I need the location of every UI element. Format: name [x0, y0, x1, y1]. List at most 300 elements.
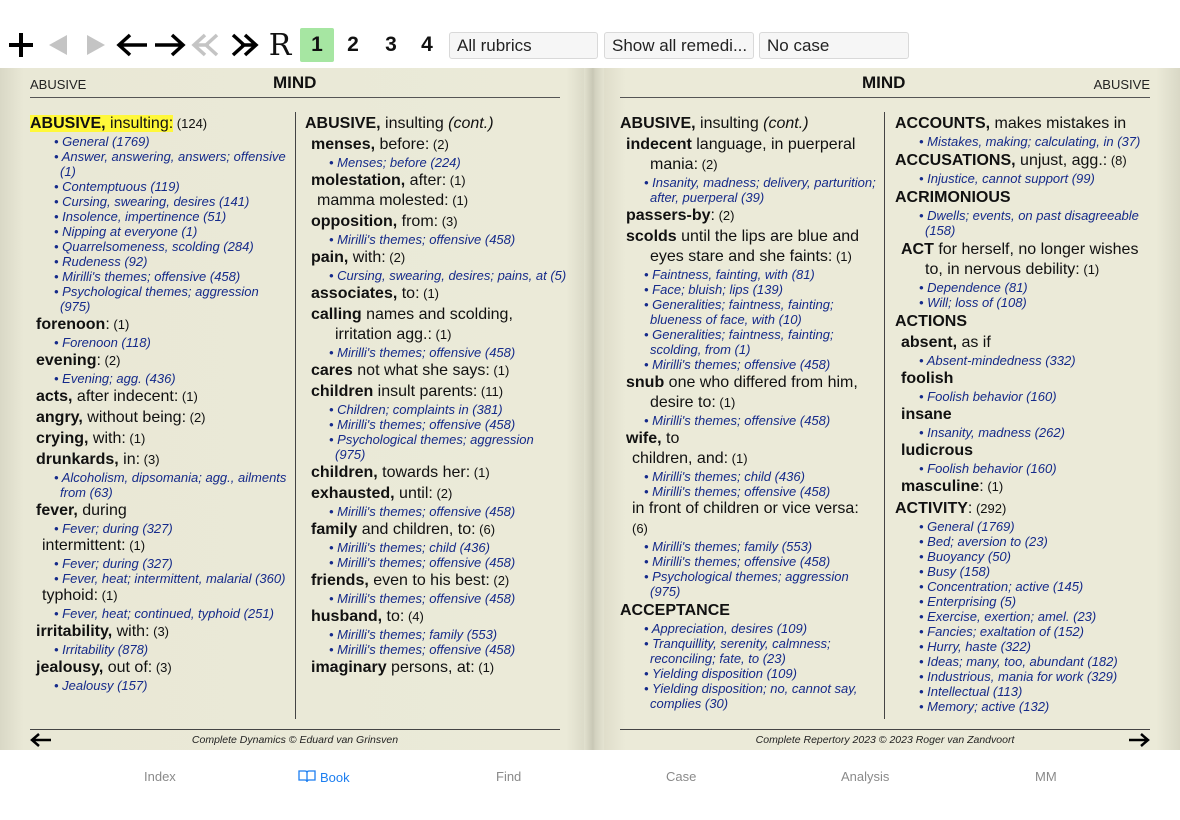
cross-reference-link[interactable] [30, 571, 288, 586]
rubric-text: after indecent: [72, 388, 179, 405]
left-footer-copyright: Complete Dynamics © Eduard van Grinsven [191, 734, 399, 746]
rubric-text: insulting [695, 115, 759, 132]
rubric-keyword: menses, [311, 136, 376, 153]
rubric-entry[interactable] [305, 361, 567, 381]
cross-reference-link[interactable] [30, 194, 288, 209]
remedy-count: (2) [489, 573, 510, 588]
remedy-count: (8) [1107, 153, 1127, 168]
rubric-text: without being: [82, 409, 187, 426]
rubric-text: until the lips are blue and eyes stare and she faints: [650, 228, 860, 265]
rubric-keyword: angry, [36, 409, 83, 426]
cross-reference-link[interactable] [30, 239, 288, 254]
rubric-entry[interactable] [30, 408, 288, 428]
rubric-entry[interactable] [30, 114, 288, 134]
rubric-entry[interactable] [620, 601, 878, 621]
cross-reference-link[interactable] [30, 284, 288, 314]
cross-reference-link[interactable] [305, 642, 567, 657]
rubric-entry[interactable] [895, 240, 1157, 280]
rubric-entry[interactable] [305, 463, 567, 483]
cross-reference-link[interactable] [30, 606, 288, 621]
bullet: • [644, 469, 653, 484]
cross-reference-link[interactable] [895, 639, 1157, 654]
rubric-text: names and scolding, irritation agg.: [335, 306, 513, 343]
cross-reference-link[interactable] [895, 594, 1157, 609]
rubric-entry[interactable] [305, 520, 567, 540]
tab-book-label: Book [320, 770, 350, 785]
rubric-entry[interactable] [30, 586, 288, 606]
cross-reference-link[interactable] [895, 699, 1157, 714]
bullet: • [919, 654, 928, 669]
bullet: • [54, 470, 62, 485]
rubric-entry[interactable] [620, 227, 878, 267]
cross-reference-link[interactable] [895, 624, 1157, 639]
remedy-count: (3) [152, 660, 172, 675]
rubric-entry[interactable] [30, 501, 288, 521]
remedy-count: (1) [474, 660, 495, 675]
rubric-entry[interactable] [305, 248, 567, 268]
cross-reference-link[interactable] [30, 134, 288, 149]
rubric-entry[interactable] [895, 114, 1157, 134]
cross-reference-text: Will; loss of (108) [927, 295, 1027, 310]
rubric-entry[interactable] [620, 499, 878, 539]
rubric-text: makes mistakes in [990, 115, 1127, 132]
right-page-column-2 [895, 112, 1157, 714]
rubric-entry[interactable] [305, 607, 567, 627]
remedy-count: (2) [429, 137, 449, 152]
rubric-entry[interactable] [305, 382, 567, 402]
rubric-entry[interactable] [305, 135, 567, 155]
rubric-entry[interactable] [305, 484, 567, 504]
rubric-entry[interactable] [30, 387, 288, 407]
cross-reference-link[interactable] [895, 579, 1157, 594]
cross-reference-link[interactable] [305, 591, 567, 606]
rubric-text: during [77, 502, 127, 519]
back-disabled-icon[interactable] [44, 28, 72, 62]
bullet: • [54, 149, 62, 164]
remedy-count: (3) [149, 624, 170, 639]
remedy-count: (1) [125, 431, 146, 446]
cross-reference-link[interactable] [30, 642, 288, 657]
cross-reference-link[interactable] [30, 521, 288, 536]
rubric-entry[interactable] [305, 191, 567, 211]
bullet: • [329, 432, 338, 447]
cross-reference-text: Cursing, swearing, desires (141) [62, 194, 250, 209]
rubric-keyword: acts, [36, 388, 73, 405]
bullet: • [54, 521, 63, 536]
rubric-entry[interactable] [305, 284, 567, 304]
rubric-text: out of: [103, 659, 153, 676]
cross-reference-link[interactable] [895, 389, 1157, 404]
cross-reference-link[interactable] [30, 556, 288, 571]
cross-reference-link[interactable] [30, 470, 288, 500]
rubric-entry[interactable] [305, 171, 567, 191]
rubric-entry[interactable] [620, 135, 878, 175]
cross-reference-link[interactable] [30, 224, 288, 239]
bullet: • [329, 345, 338, 360]
rubric-keyword: ABUSIVE, [305, 115, 381, 132]
cross-reference-text: Foolish behavior (160) [927, 389, 1057, 404]
cross-reference-text: Mirilli's themes; child (436) [652, 469, 805, 484]
cross-reference-text: Bed; aversion to (23) [927, 534, 1048, 549]
cross-reference-text: Concentration; active (145) [927, 579, 1084, 594]
rubric-entry[interactable] [30, 450, 288, 470]
cross-reference-link[interactable] [620, 539, 878, 554]
cross-reference-link[interactable] [895, 134, 1157, 149]
book-spine [584, 68, 604, 750]
rubric-entry[interactable] [305, 658, 567, 678]
cross-reference-link[interactable] [620, 282, 878, 297]
tab-find[interactable] [496, 769, 521, 784]
rubric-entry[interactable] [620, 206, 878, 226]
cross-reference-link[interactable] [305, 417, 567, 432]
cross-reference-text: Mirilli's themes; offensive (458) [337, 642, 516, 657]
right-footer-rule [620, 729, 1150, 730]
rubric-keyword: absent, [901, 334, 958, 351]
rubric-entry[interactable] [895, 312, 1157, 332]
cross-reference-link[interactable] [620, 357, 878, 372]
rubric-entry[interactable] [895, 441, 1157, 461]
remedy-count: (1) [109, 317, 130, 332]
rubric-keyword: opposition, [311, 213, 398, 230]
rubric-keyword: friends, [311, 572, 369, 589]
cross-reference-text: Ideas; many, too, abundant (182) [927, 654, 1118, 669]
rubric-keyword: cares [311, 362, 353, 379]
cross-reference-link[interactable] [305, 402, 567, 417]
rubric-entry[interactable] [305, 114, 567, 134]
rubric-entry[interactable] [895, 369, 1157, 389]
cross-reference-text: Mirilli's themes; family (553) [652, 539, 813, 554]
remedy-filter-select[interactable]: Show all remedi... [604, 32, 754, 59]
fast-forward-icon[interactable] [226, 28, 262, 62]
cross-reference-link[interactable] [30, 209, 288, 224]
bullet: • [54, 224, 63, 239]
cross-reference-text: Contemptuous (119) [62, 179, 180, 194]
page-1-button[interactable]: 1 [300, 28, 334, 62]
cross-reference-link[interactable] [620, 175, 878, 205]
rubric-entry[interactable] [895, 151, 1157, 171]
tab-book[interactable] [298, 769, 350, 786]
bullet: • [329, 268, 338, 283]
rubric-text: : [979, 478, 984, 495]
remedy-count: (1) [470, 465, 490, 480]
cross-reference-link[interactable] [895, 280, 1157, 295]
rubric-keyword: ACCEPTANCE [620, 602, 730, 619]
cross-reference-link[interactable] [305, 627, 567, 642]
right-page-column-1 [620, 112, 878, 711]
cross-reference-text: General (1769) [927, 519, 1015, 534]
rubric-entry[interactable] [30, 429, 288, 449]
rubric-keyword: ACT [901, 241, 934, 258]
cross-reference-link[interactable] [895, 461, 1157, 476]
rubric-text: even to his best: [368, 572, 490, 589]
remedy-count: (2) [186, 410, 206, 425]
rubric-keyword: imaginary [311, 659, 387, 676]
cross-reference-link[interactable] [895, 549, 1157, 564]
cross-reference-text: Mirilli's themes; offensive (458) [337, 345, 516, 360]
bullet: • [644, 621, 652, 636]
cross-reference-link[interactable] [620, 469, 878, 484]
rubric-entry[interactable] [305, 571, 567, 591]
bullet: • [919, 208, 928, 223]
cross-reference-link[interactable] [895, 519, 1157, 534]
cross-reference-link[interactable] [895, 353, 1157, 368]
back-arrow-icon[interactable] [114, 28, 150, 62]
cross-reference-link[interactable] [620, 554, 878, 569]
cross-reference-text: Foolish behavior (160) [927, 461, 1057, 476]
left-header-chapter: MIND [273, 73, 317, 92]
cross-reference-link[interactable] [30, 371, 288, 386]
rubric-text: insulting [380, 115, 444, 132]
bullet: • [54, 209, 63, 224]
cross-reference-text: Rudeness (92) [62, 254, 148, 269]
cross-reference-link[interactable] [30, 269, 288, 284]
rubric-text: to: [397, 285, 420, 302]
rubric-keyword: ABUSIVE, [620, 115, 696, 132]
rubric-keyword: ACCOUNTS, [895, 115, 991, 132]
rubric-text: intermittent: [42, 537, 126, 554]
forward-arrow-icon[interactable] [152, 28, 188, 62]
cross-reference-link[interactable] [305, 155, 567, 170]
rubric-text: : [710, 207, 715, 224]
rubric-text: and children, to: [357, 521, 476, 538]
cross-reference-link[interactable] [30, 254, 288, 269]
bullet: • [54, 239, 63, 254]
bullet: • [54, 194, 63, 209]
cross-reference-link[interactable] [305, 232, 567, 247]
bullet: • [644, 282, 653, 297]
cross-reference-link[interactable] [620, 569, 878, 599]
page-2-button[interactable]: 2 [347, 33, 359, 56]
bullet: • [329, 504, 338, 519]
remedy-count: (3) [438, 214, 458, 229]
rubric-entry[interactable] [30, 536, 288, 556]
cross-reference-text: Faintness, fainting, with (81) [652, 267, 815, 282]
remedy-count: (124) [173, 116, 208, 131]
rubric-keyword: children [311, 383, 374, 400]
cross-reference-link[interactable] [305, 345, 567, 360]
rubric-text: unjust, agg.: [1015, 152, 1108, 169]
rubric-keyword: fever, [36, 502, 78, 519]
cross-reference-text: Exercise, exertion; amel. (23) [927, 609, 1097, 624]
tab-case[interactable] [666, 769, 696, 784]
rubric-text: in front of children or vice versa: [632, 500, 859, 517]
tab-index[interactable] [144, 769, 176, 784]
rubric-text: after: [405, 172, 447, 189]
bullet: • [919, 624, 928, 639]
add-icon[interactable] [6, 28, 36, 62]
rubric-entry[interactable] [620, 449, 878, 469]
rubric-text: : [105, 316, 110, 333]
cross-reference-link[interactable] [620, 681, 878, 711]
rubric-entry[interactable] [305, 212, 567, 232]
cross-reference-text: Mirilli's themes; offensive (458) [337, 232, 516, 247]
bullet: • [919, 564, 928, 579]
rubric-filter-select[interactable]: All rubrics [449, 32, 598, 59]
rubric-entry[interactable] [895, 405, 1157, 425]
page-4-button[interactable]: 4 [421, 33, 433, 56]
remedy-count: (1) [125, 538, 146, 553]
cross-reference-link[interactable] [895, 295, 1157, 310]
cross-reference-link[interactable] [620, 327, 878, 357]
cross-reference-link[interactable] [620, 413, 878, 428]
fast-back-disabled-icon[interactable] [188, 28, 224, 62]
rubric-text: until: [394, 485, 433, 502]
tab-mm[interactable] [1035, 769, 1057, 784]
rubric-keyword: molestation, [311, 172, 406, 189]
cross-reference-text: Fancies; exaltation of (152) [927, 624, 1084, 639]
cross-reference-link[interactable] [620, 267, 878, 282]
rubric-entry[interactable] [895, 499, 1157, 519]
cross-reference-text: Evening; agg. (436) [62, 371, 176, 386]
bullet: • [329, 642, 338, 657]
cross-reference-link[interactable] [620, 666, 878, 681]
remedy-count: (1) [728, 451, 748, 466]
cross-reference-link[interactable] [895, 564, 1157, 579]
bullet: • [919, 699, 928, 714]
cross-reference-link[interactable] [895, 534, 1157, 549]
case-select[interactable]: No case [759, 32, 909, 59]
rubric-text: before: [375, 136, 430, 153]
rubric-entry[interactable] [895, 188, 1157, 208]
left-page-column-1 [30, 112, 288, 693]
rubric-entry[interactable] [895, 477, 1157, 497]
bullet: • [644, 666, 652, 681]
rubric-keyword: exhausted, [311, 485, 395, 502]
bullet: • [329, 627, 338, 642]
remedy-button[interactable]: R [268, 27, 292, 63]
cross-reference-link[interactable] [895, 684, 1157, 699]
rubric-text: : [96, 352, 101, 369]
tab-analysis-label: Analysis [841, 769, 890, 784]
rubric-entry[interactable] [30, 622, 288, 642]
bullet: • [644, 267, 653, 282]
bullet: • [54, 678, 63, 693]
cross-reference-text: Absent-mindedness (332) [926, 353, 1076, 368]
cross-reference-text: Yielding disposition (109) [651, 666, 797, 681]
rubric-text: as if [957, 334, 991, 351]
bullet: • [54, 254, 63, 269]
tab-index-label: Index [144, 769, 176, 784]
forward-disabled-icon[interactable] [82, 28, 110, 62]
remedy-count: (11) [477, 384, 504, 399]
bullet: • [644, 539, 653, 554]
cross-reference-link[interactable] [305, 555, 567, 570]
bullet: • [644, 413, 653, 428]
tab-mm-label: MM [1035, 769, 1057, 784]
rubric-keyword: calling [311, 306, 362, 323]
cross-reference-link[interactable] [895, 669, 1157, 684]
right-column-divider [884, 112, 885, 719]
cross-reference-text: Intellectual (113) [927, 684, 1023, 699]
rubric-text: to [661, 430, 680, 447]
cross-reference-text: Mirilli's themes; offensive (458) [337, 504, 516, 519]
rubric-entry[interactable] [30, 351, 288, 371]
tab-analysis[interactable] [841, 769, 889, 784]
cross-reference-link[interactable] [305, 432, 567, 462]
page-3-button[interactable]: 3 [385, 33, 397, 56]
remedy-count: (2) [100, 353, 121, 368]
bullet: • [919, 549, 928, 564]
remedy-count: (6) [475, 522, 496, 537]
bullet: • [644, 681, 652, 696]
rubric-entry[interactable] [620, 114, 878, 134]
bullet: • [919, 295, 928, 310]
bullet: • [919, 579, 928, 594]
cross-reference-text: Menses; before (224) [337, 155, 461, 170]
bullet: • [919, 134, 928, 149]
cross-reference-link[interactable] [305, 268, 567, 283]
remedy-count: (1) [419, 286, 440, 301]
cross-reference-link[interactable] [620, 484, 878, 499]
bullet: • [644, 357, 653, 372]
cross-reference-link[interactable] [620, 636, 878, 666]
cross-reference-link[interactable] [305, 540, 567, 555]
tab-case-label: Case [666, 769, 697, 784]
rubric-text: insulting: [105, 115, 174, 132]
cross-reference-text: Fever; during (327) [62, 521, 173, 536]
rubric-entry[interactable] [895, 333, 1157, 353]
rubric-keyword: masculine [901, 478, 980, 495]
cross-reference-link[interactable] [620, 297, 878, 327]
rubric-entry[interactable] [30, 315, 288, 335]
rubric-entry[interactable] [305, 305, 567, 345]
cross-reference-text: Nipping at everyone (1) [62, 224, 198, 239]
left-footer-rule [30, 729, 560, 730]
rubric-text: typhoid: [42, 587, 99, 604]
remedy-count: (6) [632, 521, 648, 536]
cross-reference-link[interactable] [895, 425, 1157, 440]
cross-reference-link[interactable] [895, 654, 1157, 669]
cross-reference-text: Forenoon (118) [62, 335, 151, 350]
cross-reference-link[interactable] [895, 609, 1157, 624]
rubric-text: towards her: [377, 464, 471, 481]
cross-reference-link[interactable] [620, 621, 878, 636]
remedy-count: (1) [431, 327, 452, 342]
cross-reference-link[interactable] [30, 678, 288, 693]
cross-reference-text: Tranquillity, serenity, calmness; reconciling; fate, to (23) [650, 636, 831, 666]
bullet: • [329, 591, 338, 606]
cross-reference-text: Mirilli's themes; offensive (458) [62, 269, 241, 284]
bullet: • [919, 684, 928, 699]
cross-reference-link[interactable] [895, 171, 1157, 186]
cross-reference-link[interactable] [895, 208, 1157, 238]
cross-reference-link[interactable] [30, 335, 288, 350]
cross-reference-link[interactable] [30, 149, 288, 179]
remedy-count: (1) [983, 479, 1004, 494]
cross-reference-text: Buoyancy (50) [927, 549, 1011, 564]
left-header-rubric: ABUSIVE [30, 77, 87, 92]
rubric-keyword: wife, [626, 430, 662, 447]
rubric-entry[interactable] [620, 429, 878, 449]
rubric-entry[interactable] [30, 658, 288, 678]
cross-reference-link[interactable] [305, 504, 567, 519]
rubric-entry[interactable] [620, 373, 878, 413]
rubric-text: from: [397, 213, 439, 230]
cross-reference-text: Psychological themes; aggression (975) [60, 284, 259, 314]
cross-reference-text: Insanity, madness; delivery, parturition; after, puerperal (39) [650, 175, 876, 205]
rubric-keyword: crying, [36, 430, 89, 447]
bullet: • [919, 519, 928, 534]
cross-reference-text: Irritability (878) [62, 642, 149, 657]
right-header-rubric: ABUSIVE [1093, 77, 1150, 92]
cross-reference-link[interactable] [30, 179, 288, 194]
cross-reference-text: Jealousy (157) [62, 678, 148, 693]
bullet: • [919, 389, 928, 404]
bullet: • [919, 353, 927, 368]
cross-reference-text: Insanity, madness (262) [927, 425, 1065, 440]
bullet: • [54, 571, 63, 586]
cross-reference-text: Children; complaints in (381) [337, 402, 503, 417]
